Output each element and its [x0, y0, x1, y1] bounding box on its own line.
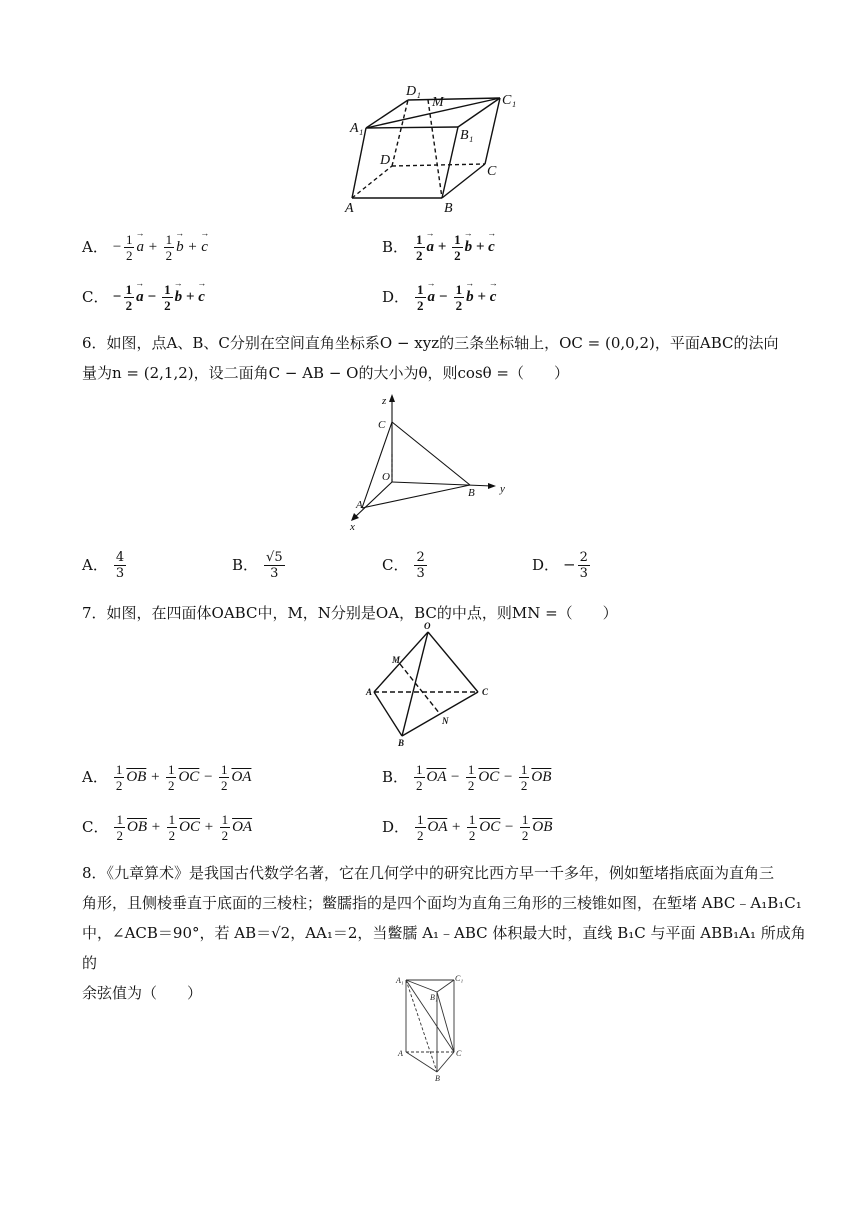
q7-option-b-expr: $\frac{1}{2}$ $\overline{OA}$ − $\frac{1}{2}$ $\overline{OC}$ − $\frac{1}{2}$ $\overline{OB}$	[416, 762, 552, 793]
q6-option-d[interactable]: D． − $\frac{2}{3}$	[532, 550, 588, 581]
label-D1: D₁	[406, 84, 421, 99]
axis-z-label: z	[382, 395, 387, 407]
label-A: A	[356, 499, 363, 511]
axis-x-label: x	[350, 521, 355, 532]
label-O: O	[424, 621, 431, 631]
q5-option-a[interactable]: A． − $\frac{1}{2}$ → a + $\frac{1}{2}$ → b + → c	[82, 232, 208, 263]
q8-line2: 角形，且侧棱垂直于底面的三棱柱；鳖臑指的是四个面均为直角三角形的三棱锥如图，在堑堵 ABC﹣A₁B₁C₁	[82, 894, 802, 912]
label-M: M	[432, 95, 444, 110]
q7-option-b[interactable]: B． $\frac{1}{2}$ $\overline{OA}$ − $\frac{1}{2}$ $\overline{OC}$ − $\frac{1}{2}$ $\overline{OB}$	[382, 762, 552, 793]
label-C: C	[378, 419, 386, 431]
q8-line1: 8．《九章算术》是我国古代数学名著，它在几何学中的研究比西方早一千多年，例如堑堵指底面为直角三	[82, 864, 775, 882]
label-N: N	[442, 716, 449, 726]
q7-option-d-expr: $\frac{1}{2}$ $\overline{OA}$ + $\frac{1}{2}$ $\overline{OC}$ − $\frac{1}{2}$ $\overline{OB}$	[417, 812, 553, 843]
q5-option-c[interactable]: C． − $\frac{1}{2}$ → a − $\frac{1}{2}$ → b + → c	[82, 282, 205, 313]
q6-line2: 量为n = (2,1,2)，设二面角C − AB − O的大小为θ，则cosθ =（ ）	[82, 364, 570, 382]
q7-option-d[interactable]: D． $\frac{1}{2}$ $\overline{OA}$ + $\frac{1}{2}$ $\overline{OC}$ − $\frac{1}{2}$ $\overline{OB}$	[382, 812, 553, 843]
q8-line4: 余弦值为（ ）	[82, 984, 203, 1002]
q6-line1: 6．如图，点A、B、C分别在空间直角坐标系O − xyz的三条坐标轴上，OC = (0,0,2)，平面ABC的法向	[82, 334, 779, 352]
label-A1: A₁	[350, 121, 364, 136]
q6-option-a[interactable]: A． $\frac{4}{3}$	[82, 550, 125, 581]
label-A1: A₁	[396, 976, 404, 985]
label-D: D	[380, 153, 391, 168]
q8-prism-figure	[392, 972, 472, 1084]
q6-option-c[interactable]: C． $\frac{2}{3}$	[382, 550, 425, 581]
q7-option-a-expr: $\frac{1}{2}$ $\overline{OB}$ + $\frac{1}{2}$ $\overline{OC}$ − $\frac{1}{2}$ $\overline{OA}$	[115, 762, 252, 793]
label-C1: C₁	[455, 974, 464, 983]
q7-option-c[interactable]: C． $\frac{1}{2}$ $\overline{OB}$ + $\frac{1}{2}$ $\overline{OC}$ + $\frac{1}{2}$ $\overline{OA}$	[82, 812, 253, 843]
label-C1: C₁	[502, 93, 517, 108]
label-A: A	[398, 1049, 403, 1058]
q5-option-b[interactable]: B． $\frac{1}{2}$ → a + $\frac{1}{2}$ → b + → c	[382, 232, 495, 263]
label-O: O	[382, 471, 390, 483]
q5-option-b-expr: $\frac{1}{2}$ → a + $\frac{1}{2}$ → b + → c	[412, 232, 495, 263]
q7-question-text: 7．如图，在四面体OABC中，M，N分别是OA，BC的中点，则MN =（ ）	[82, 604, 618, 622]
q5-option-d[interactable]: D． $\frac{1}{2}$ → a − $\frac{1}{2}$ → b + → c	[382, 282, 496, 313]
label-C: C	[487, 164, 497, 179]
q5-option-a-expr: − $\frac{1}{2}$ → a + $\frac{1}{2}$ → b + → c	[112, 232, 208, 263]
axis-y-label: y	[500, 483, 505, 495]
label-B1: B₁	[460, 128, 474, 143]
label-A: A	[366, 687, 373, 697]
q5-option-d-expr: $\frac{1}{2}$ → a − $\frac{1}{2}$ → b + → c	[413, 282, 496, 313]
q7-tetrahedron-figure	[360, 620, 500, 748]
label-C: C	[456, 1049, 462, 1058]
label-M: M	[392, 655, 401, 665]
q8-line3: 中，∠ACB＝90°，若 AB＝√2，AA₁＝2，当鳖臑 A₁﹣ABC 体积最大时，直线 B₁C 与平面 ABB₁A₁ 所成角的	[82, 924, 806, 972]
label-A: A	[345, 201, 354, 216]
q5-option-c-expr: − $\frac{1}{2}$ → a − $\frac{1}{2}$ → b + → c	[112, 282, 204, 313]
label-B1: B₁	[430, 993, 438, 1002]
label-B: B	[444, 201, 453, 216]
q7-option-c-expr: $\frac{1}{2}$ $\overline{OB}$ + $\frac{1}{2}$ $\overline{OC}$ + $\frac{1}{2}$ $\overline{OA}$	[116, 812, 253, 843]
label-B: B	[468, 487, 475, 499]
label-B: B	[435, 1074, 440, 1083]
label-C: C	[482, 687, 489, 697]
q7-option-a[interactable]: A． $\frac{1}{2}$ $\overline{OB}$ + $\frac{1}{2}$ $\overline{OC}$ − $\frac{1}{2}$ $\overline{OA}$	[82, 762, 252, 793]
q6-question-text	[82, 328, 802, 388]
q5-parallelepiped-figure	[340, 82, 530, 217]
label-B: B	[398, 738, 405, 748]
q6-coordinate-figure	[340, 392, 520, 532]
q6-option-b[interactable]: B． $\frac{√5}{3}$	[232, 550, 283, 581]
